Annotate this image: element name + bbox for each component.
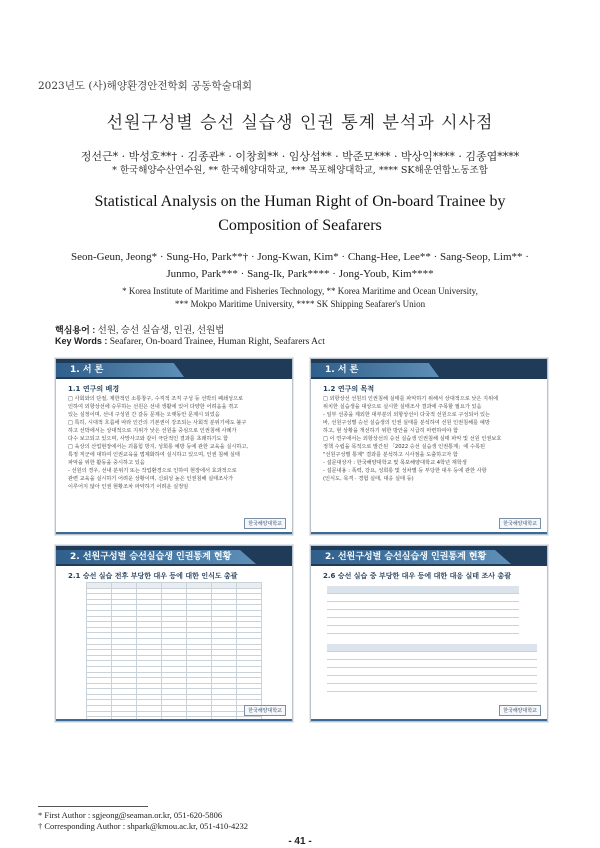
slide-footer-bar (56, 719, 292, 721)
slide-line: □ 이 연구에서는 외항상선의 승선 실습생 인권침해 실태 파악 및 선원 인권보호 (323, 436, 502, 442)
title-english-line1: Statistical Analysis on the Human Right of On-board Trainee by (94, 193, 506, 210)
slide-subtitle: 2.1 승선 실습 전후 부당한 대우 등에 대한 인식도 총괄 (68, 572, 238, 580)
slide-line: 파악을 위한 활동을 중시하고 있음 (68, 460, 145, 466)
affiliations-english (60, 285, 540, 311)
authors-english-line2: Junmo, Park*** · Sang-Ik, Park**** · Jong-Youb, Kim**** (166, 268, 434, 280)
response-table-1 (327, 586, 519, 634)
slide-line: 인하여 외항상선에 승무하는 선원은 선내 생활에 있어 다양한 어려움을 겪고 (68, 404, 239, 410)
title-english-line2: Composition of Seafarers (218, 217, 382, 234)
slide-line: □ 사회와의 단절, 제한적인 소통창구, 수직적 조직 구성 등 선박의 폐쇄성으로 (68, 396, 244, 402)
title-korean: 선원구성별 승선 실습생 인권 통계 분석과 시사점 (106, 113, 494, 133)
slide-introduction-purpose (310, 358, 548, 535)
slide-line: □ 외항상선 선원의 인권침해 실태를 파악하기 위해서 상대적으로 낮은 지위에 (323, 396, 499, 402)
university-logo: 한국해양대학교 (499, 518, 541, 529)
slide-header (311, 546, 547, 566)
footnote-first-author: * First Author : sgjeong@seaman.or.kr, 051-620-5806 (38, 810, 223, 820)
keywords-english (55, 336, 325, 347)
slide-statistics-awareness (55, 545, 293, 722)
response-table-2-image (327, 644, 537, 692)
slide-subtitle: 1.1 연구의 배경 (68, 385, 120, 393)
slide-line: □ 특히, 시대적 흐름에 따라 인간의 기본권이 강조되는 사회적 분위기에도 불구 (68, 420, 247, 426)
slide-line: (인식도, 목격 · 경험 실태, 대응 실태 등) (323, 476, 414, 482)
slide-subtitle: 2.6 승선 실습 중 부당한 대우 등에 대한 대응 실태 조사 총괄 (323, 572, 511, 580)
keywords-english-text: Seafarer, On-board Trainee, Human Right, Seafarers Act (109, 337, 325, 347)
keywords-korean-label: 핵심용어 : (55, 325, 96, 335)
slide-line: 있는 실정이며, 선내 구성원 간 갈등 문제는 오랫동안 문제시 되었음 (68, 412, 220, 418)
slide-line: "선원구성별 통계" 결과를 분석하고 시사점을 도출하고자 함 (323, 452, 458, 458)
university-logo: 한국해양대학교 (499, 705, 541, 716)
response-table-1-image (327, 586, 519, 634)
footnote-rule (38, 806, 148, 807)
slide-header-text: 2. 선원구성별 승선실습생 인권통계 현황 (325, 552, 487, 562)
slide-header (56, 546, 292, 566)
slide-header-text: 1. 서 론 (325, 365, 359, 375)
conference-header: 2023년도 (사)해양환경안전학회 공동학술대회 (38, 80, 253, 92)
page-number: - 41 - (288, 836, 312, 847)
title-english (60, 190, 540, 238)
slide-line: 하고, 현 상황을 개선하기 위한 방안을 시급히 마련하여야 함 (323, 428, 459, 434)
slide-line: 바, 선원구성별 승선 실습생의 인권 실태를 분석하여 선원 인권침해를 예방 (323, 420, 490, 426)
slide-footer-bar (311, 719, 547, 721)
slide-line: 위치한 실습생을 대상으로 실시한 실태조사 결과에 주목할 필요가 있음 (323, 404, 482, 410)
university-logo: 한국해양대학교 (244, 705, 286, 716)
affiliations-english-line1: * Korea Institute of Maritime and Fisheries Technology, ** Korea Maritime and Ocean University, (122, 286, 478, 296)
slide-footer-bar (56, 532, 292, 534)
authors-english (50, 249, 550, 283)
slide-line: - 설문대상자 : 한국해양대학교 및 목포해양대학교 4학년 재학생 (323, 460, 467, 466)
slide-header-text: 1. 서 론 (70, 365, 104, 375)
slide-subtitle: 1.2 연구의 목적 (323, 385, 375, 393)
affiliations-english-line2: *** Mokpo Maritime University, **** SK Shipping Seafarer's Union (174, 299, 426, 309)
slide-line: - 선원의 경우, 선내 분위기 또는 작업환경으로 인하여 현장에서 효과적으로 (68, 468, 237, 474)
keywords-english-label: Key Words : (55, 336, 108, 346)
slide-line: - 설문내용 : 폭력, 강요, 성희롱 및 성차별 등 부당한 대우 등에 관한 사항 (323, 468, 487, 474)
slide-header (56, 359, 292, 379)
slide-line: □ 육상의 산업현장에서는 괴롭힘 방지, 성희롱 예방 등에 관한 교육을 실시하고, (68, 444, 249, 450)
authors-korean: 정선근* · 박성호**† · 김종관* · 이창희** · 임상섭** · 박준모*** · 박상익**** · 김종엽**** (80, 150, 520, 163)
slide-statistics-response (310, 545, 548, 722)
slide-line: 다수 보고되고 있으며, 사망사고와 같이 극단적인 결과를 초래하기도 함 (68, 436, 229, 442)
response-table-2 (327, 644, 537, 692)
slide-body (323, 395, 537, 483)
slide-line: 정책 수립을 목적으로 발간된 「2022 승선 실습생 인권통계」에 수록된 (323, 444, 486, 450)
affiliations-korean: * 한국해양수산연수원, ** 한국해양대학교, *** 목포해양대학교, **** SK해운연합노동조합 (112, 165, 488, 176)
slide-line: 이루어지 않아 인권 현황조차 파악하기 어려운 실정임 (68, 484, 189, 490)
slide-line: 관련 교육을 실시하기 어려운 상황이며, 신뢰성 높은 인권침해 실태조사가 (68, 476, 234, 482)
slide-body (68, 395, 282, 491)
keywords-korean-text: 선원, 승선 실습생, 인권, 선원법 (97, 326, 225, 336)
authors-english-line1: Seon-Geun, Jeong* · Sung-Ho, Park**† · Jong-Kwan, Kim* · Chang-Hee, Lee** · Sang-Seop, Lim** · (71, 251, 529, 263)
slide-introduction-background (55, 358, 293, 535)
slide-header (311, 359, 547, 379)
slide-header-text: 2. 선원구성별 승선실습생 인권통계 현황 (70, 552, 232, 562)
slide-line: - 일부 선종을 제외한 대부분의 외항상선이 다국적 선원으로 구성되어 있는 (323, 412, 491, 418)
university-logo: 한국해양대학교 (244, 518, 286, 529)
footnote-corresponding-author: † Corresponding Author : shpark@kmou.ac.kr, 051-410-4232 (38, 821, 249, 831)
keywords-korean (55, 322, 224, 336)
awareness-table-image (86, 582, 262, 722)
awareness-table (86, 582, 262, 722)
slide-line: 하고 선박에서는 상대적으로 지위가 낮은 선원을 중심으로 인권침해 사례가 (68, 428, 237, 434)
slide-footer-bar (311, 532, 547, 534)
slide-line: 특정 직군에 대하여 인권교육을 법제화하여 실시하고 있으며, 인권 침해 실태 (68, 452, 240, 458)
